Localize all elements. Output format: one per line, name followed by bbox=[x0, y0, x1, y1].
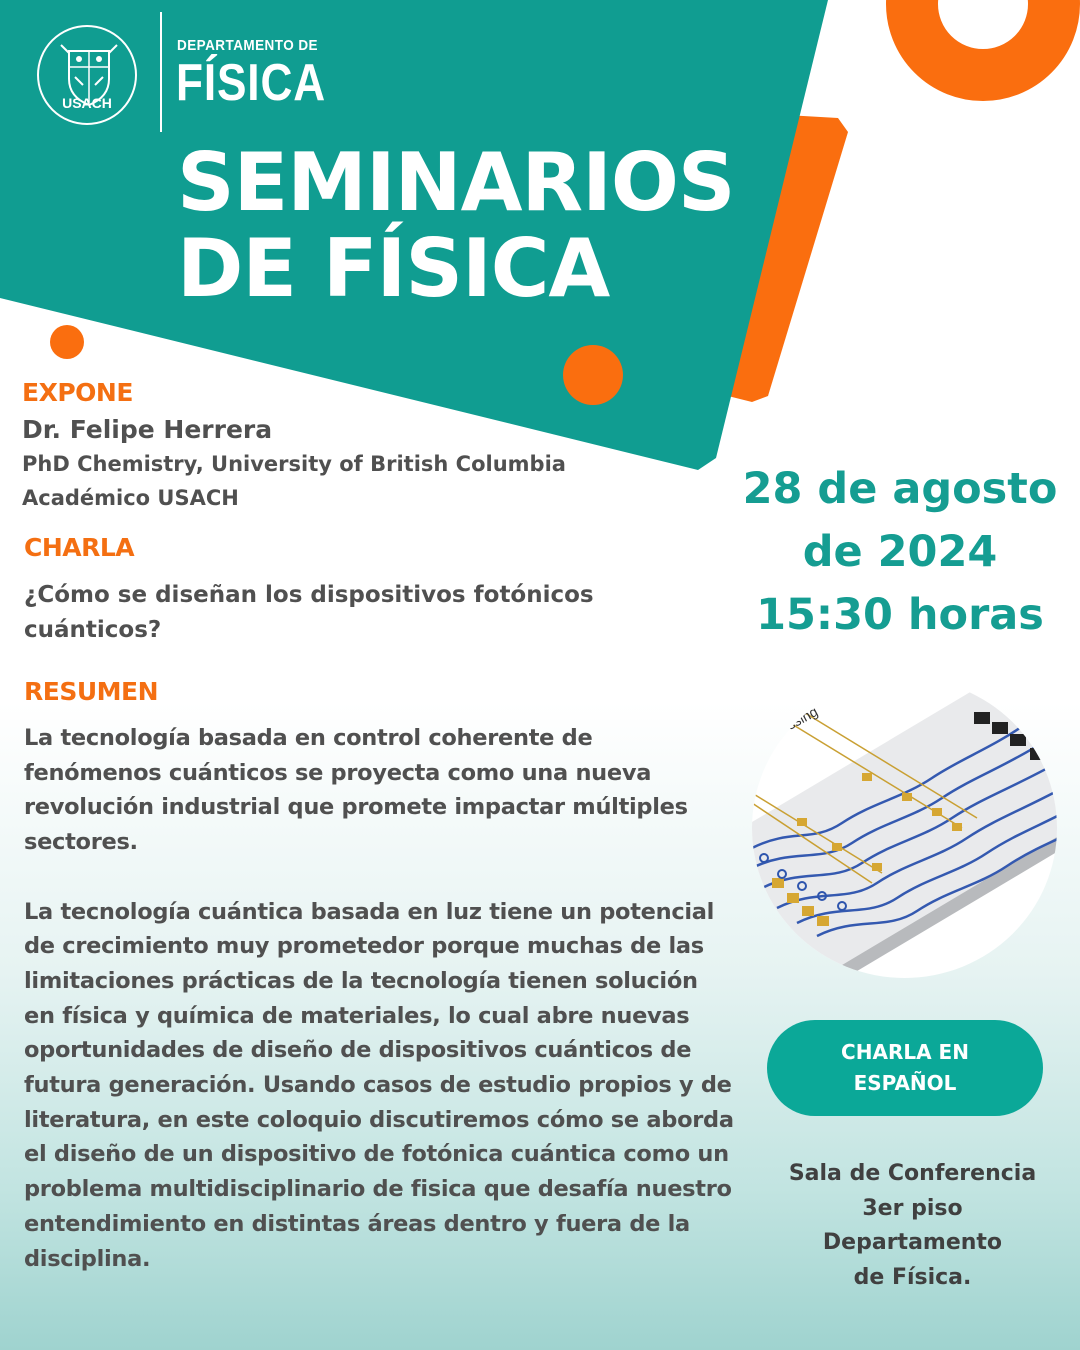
summary-line: literatura, en este coloquio discutiremos cómo se aborda bbox=[24, 1106, 734, 1133]
summary-label: RESUMEN bbox=[24, 677, 159, 706]
logo-divider bbox=[160, 12, 162, 132]
event-time: 15:30 horas bbox=[756, 590, 1044, 640]
summary-line: sectores. bbox=[24, 829, 138, 856]
event-date bbox=[740, 458, 1060, 647]
usach-logo bbox=[37, 25, 137, 125]
speaker-position: Académico USACH bbox=[22, 486, 239, 510]
venue-info bbox=[770, 1157, 1055, 1295]
summary-line: revolución industrial que promete impactar múltiples bbox=[24, 794, 688, 821]
summary-line: en física y química de materiales, lo cual abre nuevas bbox=[24, 1002, 690, 1029]
summary-line: el diseño de un dispositivo de fotónica cuántica como un bbox=[24, 1141, 729, 1168]
summary-line: fenómenos cuánticos se proyecta como una nueva bbox=[24, 759, 652, 786]
summary-line: La tecnología cuántica basada en luz tiene un potencial bbox=[24, 898, 715, 925]
page-title bbox=[177, 136, 735, 315]
speaker-degree: PhD Chemistry, University of British Columbia bbox=[22, 452, 566, 476]
summary-paragraphs bbox=[24, 721, 764, 1276]
talk-label: CHARLA bbox=[24, 533, 135, 562]
venue-line-1: Sala de Conferencia bbox=[788, 1161, 1037, 1186]
title-line-2: DE FÍSICA bbox=[177, 222, 610, 315]
summary-text bbox=[24, 721, 764, 1276]
speaker-label: EXPONE bbox=[22, 378, 133, 407]
venue-line-3: Departamento bbox=[822, 1230, 1003, 1255]
language-line-2: ESPAÑOL bbox=[853, 1071, 957, 1095]
logo-text: USACH bbox=[62, 95, 112, 111]
chip-illustration bbox=[752, 678, 1057, 978]
department-label: DEPARTAMENTO DE bbox=[177, 37, 319, 54]
title-line-1: SEMINARIOS bbox=[177, 136, 735, 229]
summary-line: limitaciones prácticas de la tecnología tienen solución bbox=[24, 967, 698, 994]
speaker-name: Dr. Felipe Herrera bbox=[22, 415, 273, 444]
language-badge-button[interactable] bbox=[767, 1020, 1043, 1116]
venue-line-4: de Física. bbox=[853, 1264, 972, 1290]
summary-line: de crecimiento muy prometedor porque muchas de las bbox=[24, 933, 704, 960]
summary-line: La tecnología basada en control coherente de bbox=[24, 725, 593, 751]
summary-line bbox=[24, 860, 764, 895]
department-name: FÍSICA bbox=[176, 54, 326, 112]
summary-line: futura generación. Usando casos de estudio propios y de bbox=[24, 1072, 732, 1099]
chip-label-fragment: ssing bbox=[783, 703, 821, 733]
orange-dot-large bbox=[563, 345, 623, 405]
venue-line-2: 3er piso bbox=[862, 1195, 963, 1221]
date-line-1: 28 de agosto bbox=[742, 464, 1058, 514]
summary-line: problema multidisciplinario de fisica que desafía nuestro bbox=[24, 1176, 732, 1203]
date-line-2: de 2024 bbox=[802, 527, 998, 577]
summary-line: disciplina. bbox=[24, 1245, 151, 1272]
summary-line: oportunidades de diseño de dispositivos cuánticos de bbox=[24, 1037, 692, 1064]
talk-title: ¿Cómo se diseñan los dispositivos fotónicos cuánticos? bbox=[24, 582, 594, 643]
summary-line: entendimiento en distintas áreas dentro y fuera de la bbox=[24, 1210, 690, 1237]
photonic-chip-image bbox=[752, 678, 1057, 978]
orange-ring-shape bbox=[912, 0, 1054, 75]
orange-dot-small bbox=[50, 325, 84, 359]
language-line-1: CHARLA EN bbox=[841, 1040, 969, 1064]
